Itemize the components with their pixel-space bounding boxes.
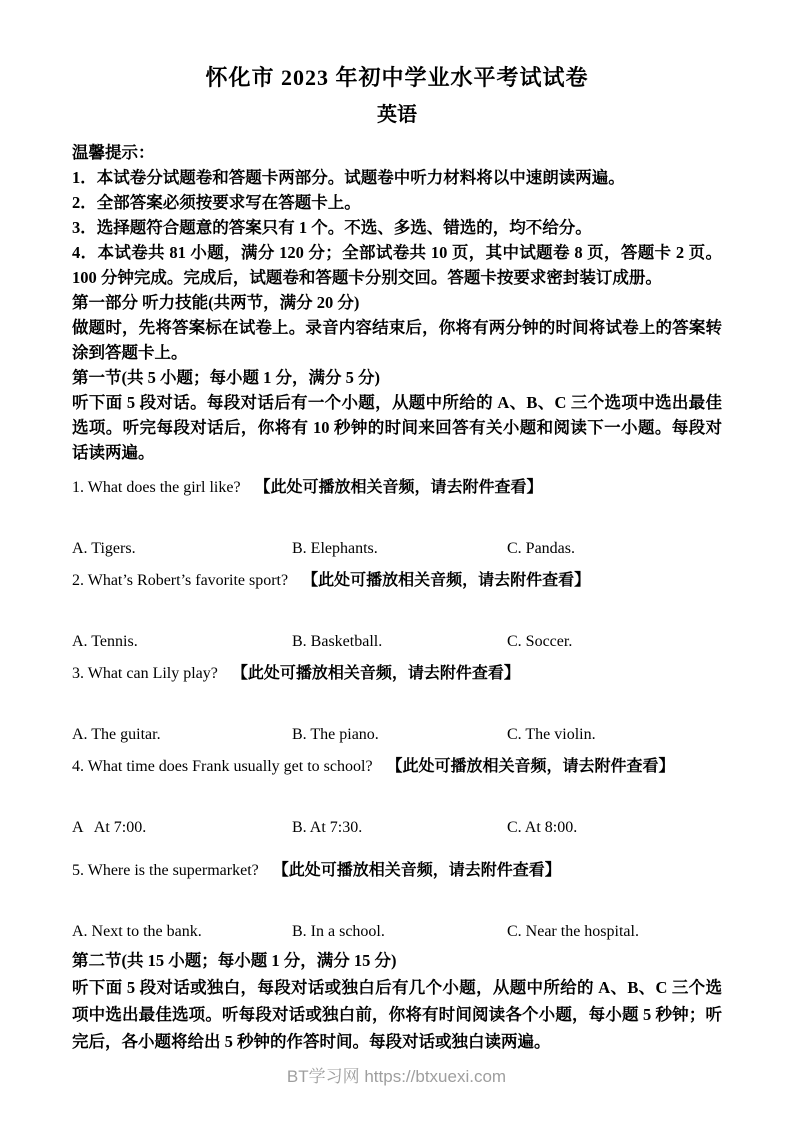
footer-watermark: BT学习网 https://btxuexi.com — [286, 1067, 507, 1086]
question-2-audio-note: 【此处可播放相关音频，请去附件查看】 — [302, 572, 591, 589]
question-3-option-c: C. The violin. — [507, 726, 596, 743]
question-1-option-c: C. Pandas. — [507, 540, 575, 557]
notice-item-2: 2．全部答案必须按要求写在答题卡上。 — [72, 193, 361, 212]
question-4-option-b: B. At 7:30. — [292, 819, 363, 836]
question-1-audio-note: 【此处可播放相关音频，请去附件查看】 — [254, 479, 543, 496]
question-1 — [72, 477, 722, 560]
question-5-option-a: A. Next to the bank. — [72, 923, 202, 940]
part1-instructions: 做题时，先将答案标在试卷上。录音内容结束后，你将有两分钟的时间将试卷上的答案转涂到答题卡上。 — [72, 318, 722, 362]
part1-heading: 第一部分 听力技能(共两节，满分 20 分) — [72, 293, 360, 312]
notice-item-3: 3．选择题符合题意的答案只有 1 个。不选、多选、错选的，均不给分。 — [72, 218, 592, 237]
question-4-audio-note: 【此处可播放相关音频，请去附件查看】 — [386, 758, 675, 775]
question-5-option-b: B. In a school. — [292, 923, 385, 940]
notice-item-1: 1．本试卷分试题卷和答题卡两部分。试题卷中听力材料将以中速朗读两遍。 — [72, 168, 625, 187]
question-3-stem: 3. What can Lily play? — [72, 665, 218, 682]
question-2 — [72, 570, 722, 653]
question-5-options — [72, 921, 722, 943]
question-1-options — [72, 538, 722, 560]
section1-instructions: 听下面 5 段对话。每段对话后有一个小题，从题中所给的 A、B、C 三个选项中选出最佳选项。听完每段对话后，你将有 10 秒钟的时间来回答有关小题和阅读下一小题。每段对话读两遍。 — [72, 393, 722, 462]
question-list — [72, 477, 722, 943]
question-1-option-b: B. Elephants. — [292, 540, 378, 557]
section2-heading: 第二节(共 15 小题；每小题 1 分，满分 15 分) — [72, 951, 397, 970]
question-4-option-c: C. At 8:00. — [507, 819, 578, 836]
question-4-options — [72, 817, 722, 839]
page-title: 怀化市 2023 年初中学业水平考试试卷 — [205, 65, 589, 90]
question-2-options — [72, 631, 722, 653]
question-3-options — [72, 724, 722, 746]
page-subtitle: 英语 — [377, 104, 417, 126]
question-2-option-a: A. Tennis. — [72, 633, 138, 650]
question-3-audio-note: 【此处可播放相关音频，请去附件查看】 — [231, 665, 520, 682]
question-4-stem: 4. What time does Frank usually get to school? — [72, 758, 373, 775]
question-2-stem: 2. What’s Robert’s favorite sport? — [72, 572, 289, 589]
section2-instructions: 听下面 5 段对话或独白，每段对话或独白后有几个小题，从题中所给的 A、B、C 三个选项中选出最佳选项。听每段对话或独白前，你将有时间阅读各个小题，每小题 5 秒钟；听完后，各小题将给出 5 秒钟的作答时间。每段对话或独白读两遍。 — [72, 978, 722, 1051]
question-4-option-a: A At 7:00. — [72, 819, 147, 836]
notice-heading: 温馨提示： — [72, 143, 155, 162]
question-3-option-b: B. The piano. — [292, 726, 379, 743]
question-5-audio-note: 【此处可播放相关音频，请去附件查看】 — [272, 862, 561, 879]
question-5 — [72, 860, 722, 943]
question-4 — [72, 756, 722, 839]
question-3 — [72, 663, 722, 746]
notice-item-4: 4．本试卷共 81 小题，满分 120 分；全部试卷共 10 页，其中试题卷 8 页，答题卡 2 页。100 分钟完成。完成后，试题卷和答题卡分别交回。答题卡按要求密封装订成册。 — [72, 243, 722, 287]
section1-heading: 第一节(共 5 小题；每小题 1 分，满分 5 分) — [72, 368, 380, 387]
question-5-option-c: C. Near the hospital. — [507, 923, 639, 940]
question-5-stem: 5. Where is the supermarket? — [72, 862, 259, 879]
question-1-option-a: A. Tigers. — [72, 540, 136, 557]
question-3-option-a: A. The guitar. — [72, 726, 161, 743]
question-2-option-c: C. Soccer. — [507, 633, 573, 650]
notice-section — [72, 140, 722, 290]
exam-paper-content — [72, 64, 722, 1055]
question-2-option-b: B. Basketball. — [292, 633, 383, 650]
question-1-stem: 1. What does the girl like? — [72, 479, 241, 496]
